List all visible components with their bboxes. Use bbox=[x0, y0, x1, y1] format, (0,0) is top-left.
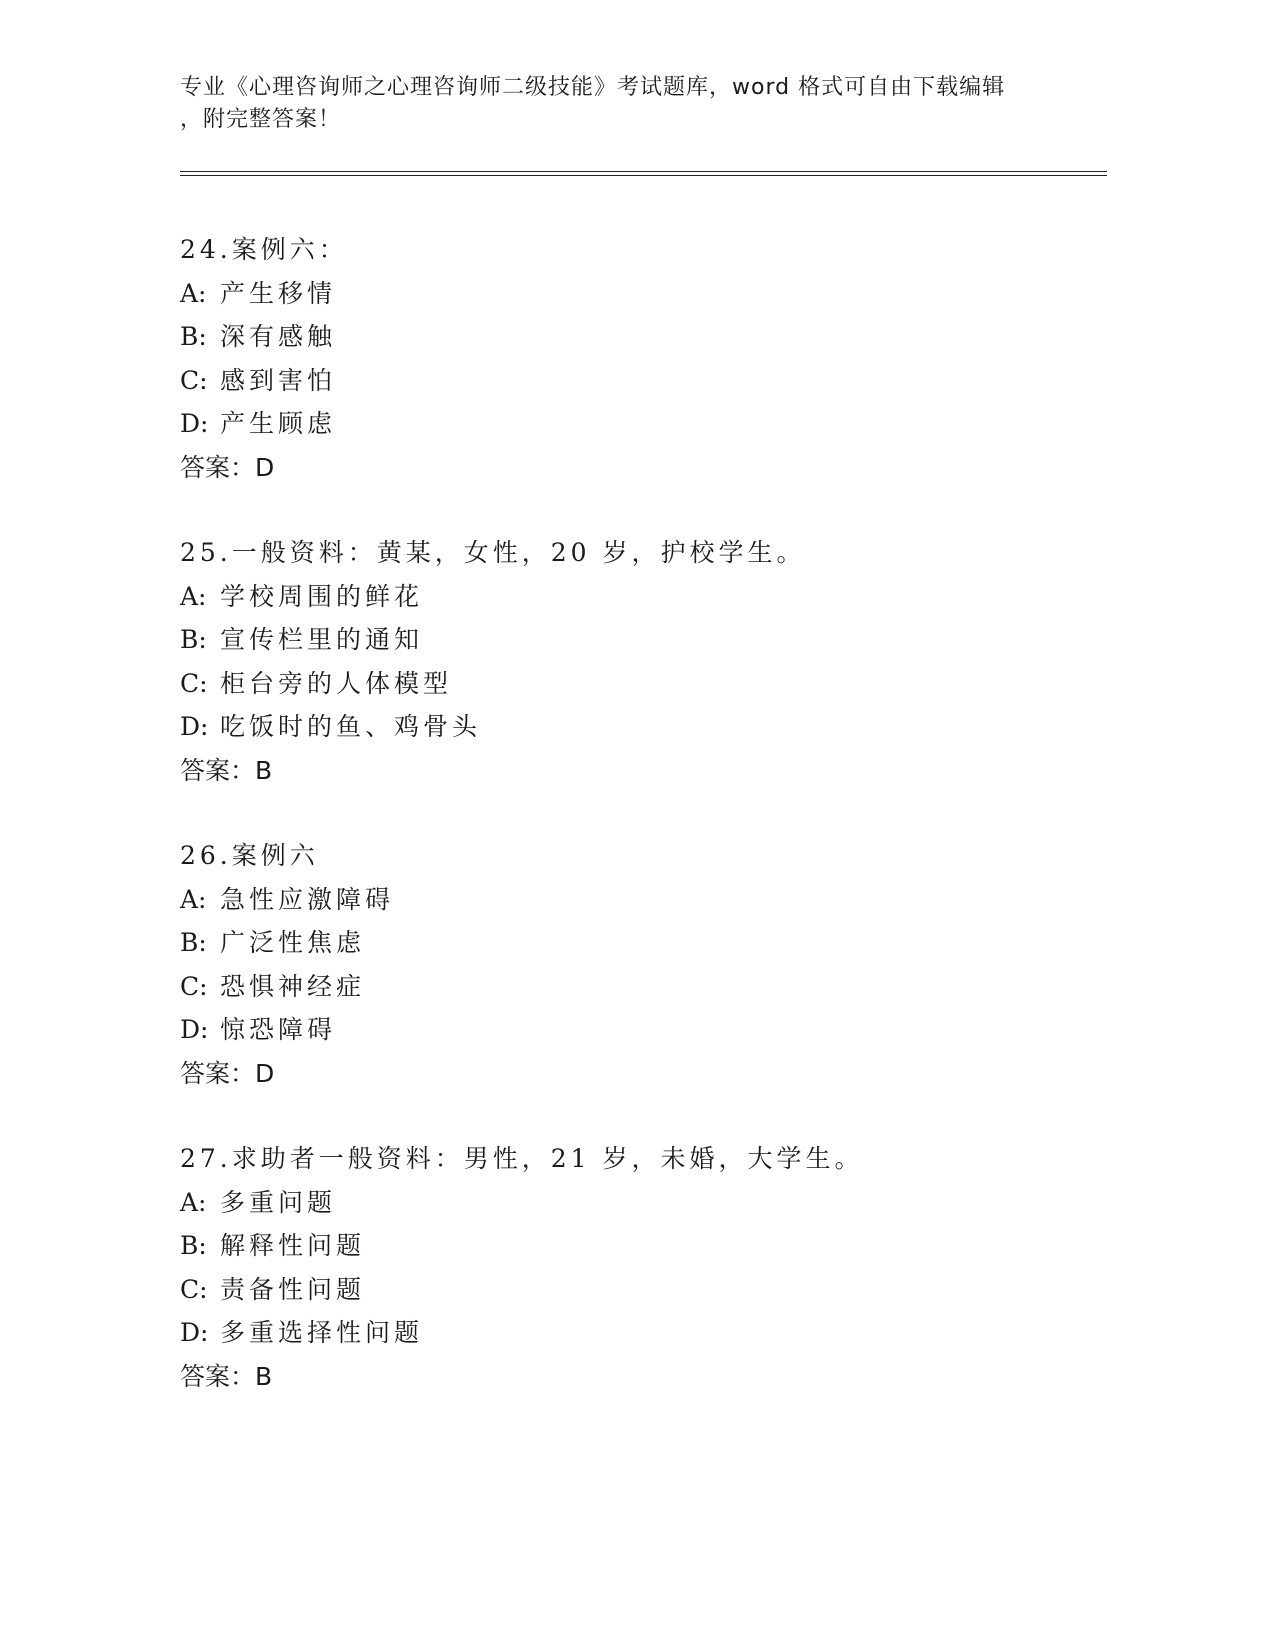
question-stem: 26.案例六 bbox=[180, 841, 319, 870]
question-stem: 24.案例六： bbox=[180, 235, 348, 264]
option-key: C: bbox=[180, 365, 208, 395]
option-key: D: bbox=[180, 1318, 209, 1347]
option-text: 广泛性焦虑 bbox=[220, 928, 366, 957]
question-24 bbox=[180, 228, 1100, 489]
option-b bbox=[180, 315, 1100, 359]
option-text: 恐惧神经症 bbox=[220, 971, 366, 1001]
option-d bbox=[180, 1008, 1100, 1052]
option-text: 责备性问题 bbox=[220, 1274, 366, 1304]
option-d bbox=[180, 705, 1100, 749]
option-text: 多重问题 bbox=[220, 1187, 337, 1217]
option-key: A: bbox=[180, 1187, 207, 1217]
option-a bbox=[180, 575, 1100, 619]
option-key: A: bbox=[180, 884, 207, 914]
option-text: 产生移情 bbox=[220, 278, 337, 308]
header-divider-top bbox=[180, 171, 1107, 172]
option-d bbox=[180, 1311, 1100, 1355]
option-text: 学校周围的鲜花 bbox=[220, 581, 424, 611]
header-line-1: 专业《心理咨询师之心理咨询师二级技能》考试题库，word 格式可自由下载编辑 bbox=[180, 75, 1006, 100]
answer-line: 答案：B bbox=[180, 1361, 273, 1391]
option-c bbox=[180, 1268, 1100, 1312]
option-a bbox=[180, 1181, 1100, 1225]
option-text: 惊恐障碍 bbox=[220, 1015, 337, 1044]
option-a bbox=[180, 878, 1100, 922]
option-text: 急性应激障碍 bbox=[220, 884, 395, 914]
question-stem: 25.一般资料：黄某，女性，20 岁，护校学生。 bbox=[180, 538, 806, 567]
option-key: B: bbox=[180, 1231, 207, 1260]
option-text: 柜台旁的人体模型 bbox=[220, 668, 453, 698]
question-list bbox=[180, 228, 1100, 1440]
question-stem: 27.求助者一般资料：男性，21 岁，未婚，大学生。 bbox=[180, 1144, 864, 1173]
option-key: D: bbox=[180, 712, 209, 741]
option-key: C: bbox=[180, 971, 208, 1001]
option-text: 宣传栏里的通知 bbox=[220, 625, 424, 654]
answer-line: 答案：B bbox=[180, 755, 273, 785]
option-key: B: bbox=[180, 322, 207, 351]
document-header bbox=[180, 72, 1060, 136]
option-c bbox=[180, 359, 1100, 403]
option-key: C: bbox=[180, 1274, 208, 1304]
option-key: A: bbox=[180, 581, 207, 611]
option-text: 多重选择性问题 bbox=[220, 1318, 424, 1347]
option-d bbox=[180, 402, 1100, 446]
option-a bbox=[180, 272, 1100, 316]
question-25 bbox=[180, 531, 1100, 792]
option-key: C: bbox=[180, 668, 208, 698]
option-text: 深有感触 bbox=[220, 322, 337, 351]
option-c bbox=[180, 965, 1100, 1009]
header-divider-bottom bbox=[180, 175, 1107, 176]
option-c bbox=[180, 662, 1100, 706]
question-27 bbox=[180, 1137, 1100, 1398]
option-b bbox=[180, 1224, 1100, 1268]
answer-line: 答案：D bbox=[180, 1058, 275, 1088]
question-26 bbox=[180, 834, 1100, 1095]
option-key: B: bbox=[180, 625, 207, 654]
option-b bbox=[180, 618, 1100, 662]
option-text: 吃饭时的鱼、鸡骨头 bbox=[220, 712, 482, 741]
header-line-2: ，附完整答案！ bbox=[180, 107, 342, 132]
option-key: D: bbox=[180, 409, 209, 438]
option-key: D: bbox=[180, 1015, 209, 1044]
option-key: A: bbox=[180, 278, 207, 308]
option-b bbox=[180, 921, 1100, 965]
option-text: 感到害怕 bbox=[220, 365, 337, 395]
option-key: B: bbox=[180, 928, 207, 957]
answer-line: 答案：D bbox=[180, 452, 275, 482]
option-text: 解释性问题 bbox=[220, 1231, 366, 1260]
option-text: 产生顾虑 bbox=[220, 409, 337, 438]
